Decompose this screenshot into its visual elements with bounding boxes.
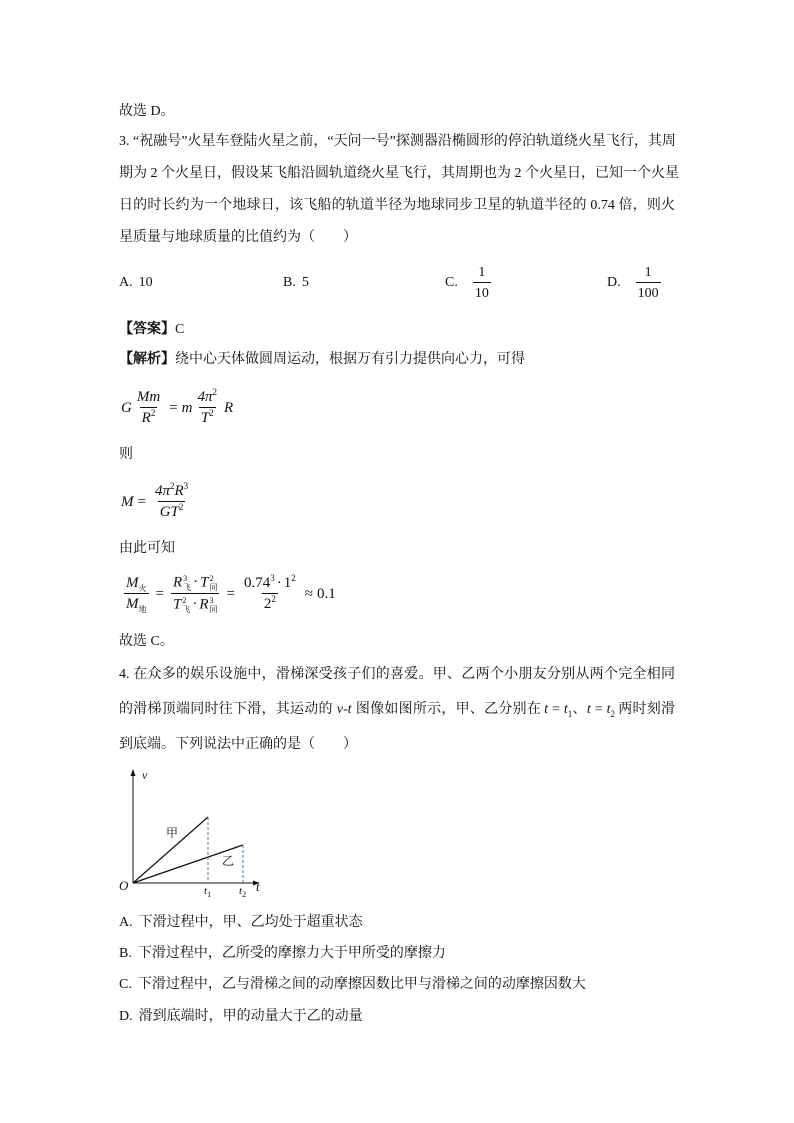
- fraction-denominator: [140, 407, 158, 427]
- fraction-denominator: [199, 407, 216, 427]
- q3-option-c: [445, 266, 494, 300]
- exponent: 2: [178, 502, 184, 512]
- exponent: 2: [169, 481, 175, 491]
- label-jia: 甲: [166, 826, 179, 840]
- q3-option-b: [283, 266, 309, 300]
- subscript: 1: [567, 709, 573, 719]
- q3-option-a: [119, 266, 153, 300]
- approx-sign: ≈: [304, 586, 313, 602]
- fraction-denominator: [124, 593, 149, 613]
- q4-stem-line-1: 4. 在众多的娱乐设施中，滑梯深受孩子们的喜爱。甲、乙两个小朋友分别从两个完全相同: [119, 667, 675, 682]
- symbol-t: t: [239, 885, 243, 897]
- origin-label: O: [119, 878, 129, 893]
- v-axis-arrow: [131, 769, 136, 776]
- option-label: C.: [445, 275, 458, 290]
- analysis-text: 绕中心天体做圆周运动，根据万有引力提供向心力，可得: [175, 352, 525, 367]
- fraction-numerator: 1: [478, 265, 486, 280]
- option-label: B.: [283, 275, 296, 290]
- subscript: 2: [242, 890, 247, 899]
- option-value: 5: [301, 275, 309, 290]
- equals-sign: =: [169, 400, 178, 416]
- symbol-r: R: [199, 596, 209, 613]
- formula-gravitation: [121, 388, 233, 428]
- q4-option-a: [119, 914, 363, 932]
- option-label: A.: [119, 915, 133, 930]
- option-label: B.: [119, 946, 132, 961]
- symbol-g: G: [121, 400, 132, 416]
- option-label: C.: [119, 977, 132, 992]
- symbol-m: M: [126, 575, 139, 591]
- exponent: 2: [212, 387, 217, 397]
- sup-sub: [183, 574, 191, 592]
- symbol-m: m: [181, 400, 193, 416]
- q4-option-b: [119, 945, 446, 963]
- fraction-4pi-squared-over-t-squared: [195, 389, 219, 427]
- exponent: 2: [182, 596, 187, 605]
- exponent: 3: [183, 574, 188, 583]
- v-axis-label: v: [142, 768, 148, 782]
- exponent: 3: [209, 596, 214, 605]
- symbol-r: R: [224, 400, 234, 416]
- dot: ·: [192, 596, 198, 613]
- four-pi: 4π: [197, 389, 213, 405]
- equals-sign: =: [155, 586, 164, 602]
- t1-tick-label: [204, 885, 211, 899]
- subscript-sync: 同: [209, 605, 218, 614]
- fraction-numerator: Mm: [136, 389, 161, 405]
- sup-sub: [209, 596, 217, 614]
- label-yi: 乙: [222, 854, 235, 868]
- symbol-gt: GT: [159, 504, 179, 520]
- fraction-denominator: [158, 501, 186, 521]
- fraction-denominator: [171, 593, 220, 614]
- exponent: 2: [209, 408, 214, 418]
- q3-analysis: [119, 351, 525, 369]
- analysis-tag: 【解析】: [119, 352, 175, 367]
- formula-mass: [121, 482, 193, 522]
- q3-answer: [119, 321, 184, 339]
- sup-sub: [182, 596, 190, 614]
- equals-sign: =: [594, 702, 603, 717]
- q3-stem-line-2: 期为 2 个火星日，假设某飞船沿圆轨道绕火星飞行，其周期也为 2 个火星日，已知一个火星: [119, 166, 679, 181]
- text-segment: 的滑梯顶端同时往下滑，其运动的: [119, 702, 333, 717]
- q4-option-c: [119, 976, 586, 994]
- option-text: 下滑过程中，乙所受的摩擦力大于甲所受的摩擦力: [137, 946, 446, 961]
- exponent: 3: [270, 573, 275, 583]
- q3-stem-line-3: 日的时长约为一个地球日，该飞船的轨道半径为地球同步卫星的轨道半径的 0.74 倍，则火: [119, 198, 675, 213]
- fraction-numerator: [153, 483, 190, 501]
- fraction-numeric: [242, 575, 298, 613]
- q3-option-d: [607, 266, 664, 300]
- fraction-denominator: 10: [473, 282, 491, 302]
- t-axis-label: t: [256, 879, 260, 894]
- equals-sign: =: [552, 702, 560, 717]
- option-text: 下滑过程中，乙与滑梯之间的动摩擦因数比甲与滑梯之间的动摩擦因数大: [137, 977, 586, 992]
- number: 1: [283, 575, 292, 591]
- fraction-radius-period: [171, 574, 220, 614]
- q4-stem-line-3: 到底端。下列说法中正确的是（ ）: [119, 737, 357, 752]
- symbol-t: t: [586, 702, 591, 717]
- symbol-m-mass: M: [121, 494, 134, 510]
- hence-text: 由此可知: [119, 541, 175, 556]
- dot: ·: [276, 575, 282, 591]
- fraction-mm-over-r-squared: [135, 389, 162, 427]
- symbol-t: T: [172, 596, 182, 613]
- sup-sub: [209, 574, 217, 592]
- symbol-t: t: [204, 885, 208, 897]
- formula-mass-ratio: [121, 574, 336, 614]
- equals-sign: =: [137, 494, 146, 510]
- fraction-denominator: 100: [636, 282, 661, 302]
- v-t-graph: [110, 765, 270, 905]
- symbol-m: M: [126, 596, 139, 612]
- fraction-mass: [153, 483, 190, 521]
- exponent: 2: [291, 573, 296, 583]
- subscript: 2: [610, 709, 615, 719]
- subscript-ship: 飞: [182, 605, 191, 614]
- option-label: A.: [119, 275, 133, 290]
- symbol-r: R: [174, 483, 184, 499]
- subscript-earth: 地: [138, 605, 147, 614]
- t2-tick-label: [239, 885, 246, 899]
- exponent: 2: [271, 594, 276, 604]
- exponent: 2: [209, 574, 214, 583]
- four-pi: 4π: [154, 483, 170, 499]
- symbol-t: t: [606, 702, 611, 717]
- text-segment: 图像如图所示，甲、乙分别在: [355, 702, 542, 717]
- fraction-denominator: [262, 593, 278, 613]
- q3-options: [0, 266, 794, 300]
- q4-stem-line-2: [119, 701, 675, 719]
- symbol-t: T: [200, 410, 210, 426]
- dot: ·: [193, 574, 199, 591]
- fraction-numerator: [124, 575, 149, 593]
- exponent: 3: [183, 481, 189, 491]
- fraction-numerator: [195, 389, 219, 407]
- subscript-mars: 火: [138, 584, 147, 593]
- q4-option-d: [119, 1008, 363, 1026]
- option-label: D.: [119, 1009, 133, 1024]
- symbol-t: t: [563, 702, 568, 717]
- q3-stem-line-1: 3. “祝融号”火星车登陆火星之前，“天问一号”探测器沿椭圆形的停泊轨道绕火星飞行，其周: [119, 134, 676, 149]
- option-text: 滑到底端时，甲的动量大于乙的动量: [138, 1009, 363, 1024]
- separator: 、: [572, 702, 587, 717]
- option-label: D.: [607, 275, 621, 290]
- option-value: 10: [138, 275, 153, 290]
- symbol-t: t: [544, 702, 548, 717]
- answer-value: C: [175, 322, 185, 337]
- subscript-sync: 同: [209, 583, 218, 592]
- fraction-mass-ratio: [124, 575, 149, 613]
- q3-conclusion: 故选 C。: [119, 634, 174, 649]
- option-fraction: [473, 264, 491, 302]
- fraction-numerator: [242, 575, 298, 593]
- symbol-r: R: [141, 410, 151, 426]
- vt-label: v-t: [336, 702, 352, 717]
- number: 2: [263, 596, 272, 612]
- symbol-t: T: [200, 574, 209, 591]
- answer-tag: 【答案】: [119, 322, 175, 337]
- subscript-ship: 飞: [183, 583, 192, 592]
- subscript: 1: [207, 890, 212, 899]
- symbol-r: R: [172, 574, 183, 591]
- fraction-numerator: 1: [644, 265, 652, 280]
- option-text: 下滑过程中，甲、乙均处于超重状态: [138, 915, 363, 930]
- number: 0.74: [243, 575, 271, 591]
- q3-stem-line-4: 星质量与地球质量的比值约为（ ）: [119, 230, 357, 245]
- option-fraction: [636, 264, 661, 302]
- previous-conclusion: 故选 D。: [119, 104, 175, 119]
- fraction-numerator: [171, 574, 220, 593]
- exponent: 2: [150, 408, 156, 418]
- text-segment: 两时刻滑: [618, 702, 676, 717]
- result-value: 0.1: [316, 586, 336, 602]
- then-text: 则: [119, 447, 133, 462]
- equals-sign: =: [226, 586, 235, 602]
